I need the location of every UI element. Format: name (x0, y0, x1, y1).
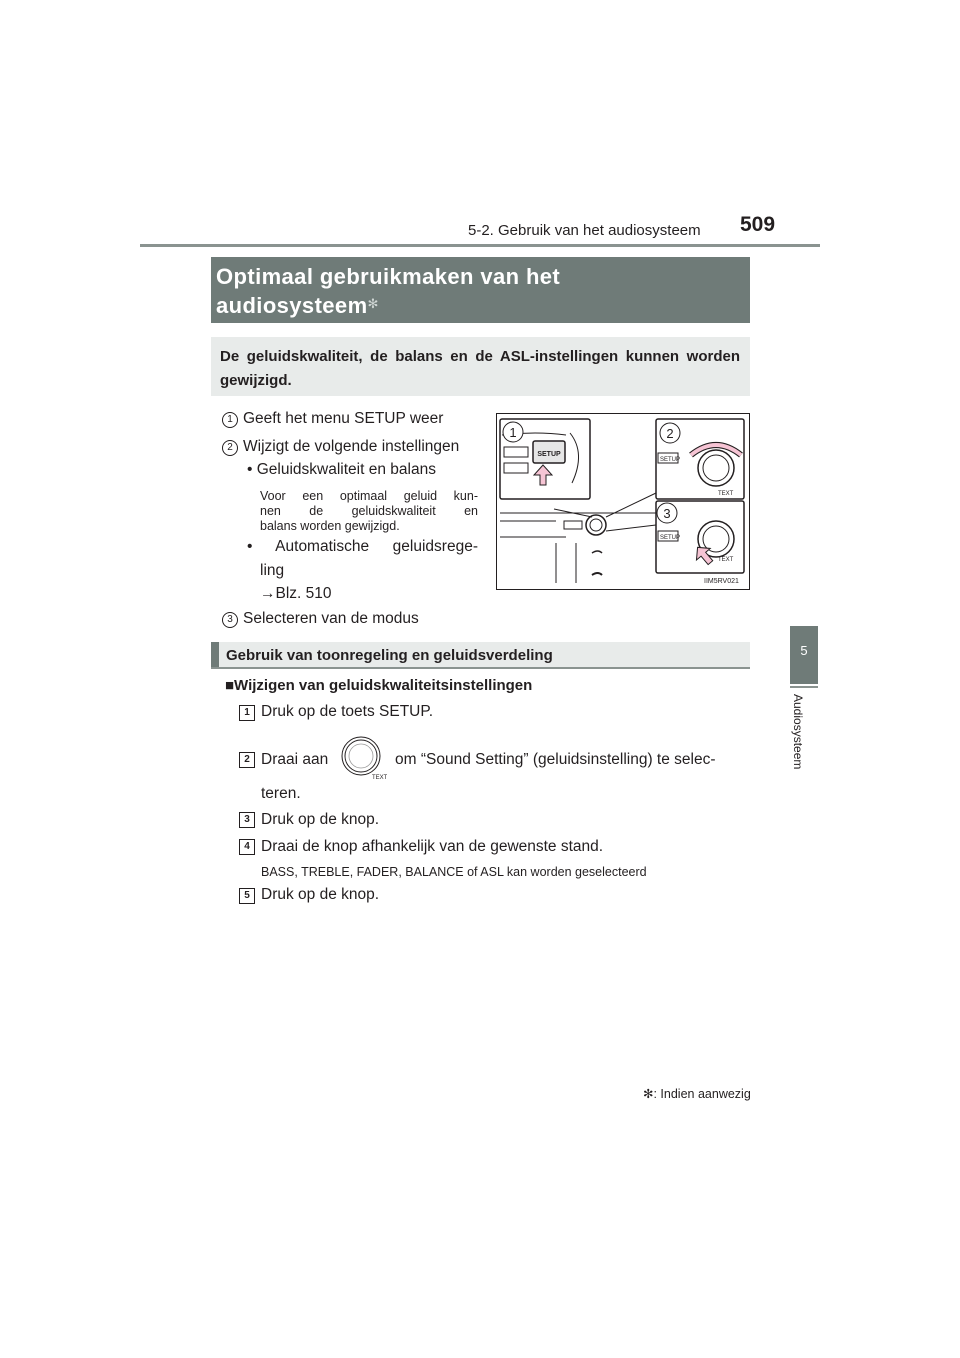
step-text-2-after: om “Sound Setting” (geluidsinstelling) te selec- (395, 751, 716, 768)
item-number-1: 1 (222, 412, 238, 428)
figure-setup-label: SETUP (537, 451, 561, 458)
step-number-5: 5 (239, 888, 255, 904)
page-title (216, 262, 746, 320)
step-text-3: Druk op de knop. (261, 811, 380, 828)
step-text-5: Druk op de knop. (261, 886, 380, 903)
item-number-2: 2 (222, 440, 238, 456)
figure-text-label-1: TEXT (718, 491, 734, 497)
step-text-2-before: Draai aan (261, 751, 329, 768)
sub-bullet-sound-quality: • Geluidskwaliteit en balans (247, 461, 436, 478)
item-text-2: Wijzigt de volgende instellingen (243, 438, 460, 455)
step-number-4: 4 (239, 839, 255, 855)
footnote-text: : Indien aanwezig (653, 1087, 751, 1101)
setup-illustration (496, 413, 750, 590)
step-text-4: Draai de knop afhankelijk van de gewenste stand. (261, 838, 604, 855)
step-number-3: 3 (239, 812, 255, 828)
optional-marker: ✻ (367, 296, 379, 311)
figure-code: IIM5RV021 (704, 578, 739, 585)
svg-text:SETUP: SETUP (660, 535, 681, 541)
chapter-tab-divider (790, 686, 818, 688)
item-text-3: Selecteren van de modus (243, 610, 419, 627)
section-divider (211, 667, 750, 669)
title-line-1: Optimaal gebruikmaken van het (216, 264, 561, 289)
item-text-1: Geeft het menu SETUP weer (243, 410, 444, 427)
section-breadcrumb: 5-2. Gebruik van het audiosysteem (468, 222, 701, 239)
tune-knob-icon (339, 735, 387, 781)
figure-callout-3: 3 (663, 506, 671, 521)
section-band-accent (211, 642, 219, 668)
chapter-label: Audiosysteem (791, 694, 805, 770)
step-note-4: BASS, TREBLE, FADER, BALANCE of ASL kan worden geselecteerd (261, 865, 647, 879)
figure-text-label-2: TEXT (718, 557, 734, 563)
footnote-marker: ✻ (643, 1087, 654, 1101)
item-number-3: 3 (222, 612, 238, 628)
sub-note-line-1: Voor een optimaal geluid kun- (260, 489, 478, 503)
sub-note-line-3: balans worden gewijzigd. (260, 519, 400, 533)
subheading: ■Wijzigen van geluidskwaliteitsinstellingen (225, 677, 533, 694)
page-reference-link[interactable]: →Blz. 510 (260, 585, 332, 602)
step-number-1: 1 (239, 705, 255, 721)
footnote (643, 1086, 751, 1101)
setup-illustration-svg (496, 413, 750, 590)
knob-text-label: TEXT (372, 775, 387, 781)
figure-callout-2: 2 (666, 426, 674, 441)
section-title: Gebruik van toonregeling en geluidsverdeling (226, 647, 553, 664)
step-text-1: Druk op de toets SETUP. (261, 703, 434, 720)
sub-note-line-2: nen de geluidskwaliteit en (260, 504, 478, 518)
step-text-2-cont: teren. (261, 785, 301, 802)
header-divider (140, 244, 820, 247)
sub-bullet-asl-cont: ling (260, 562, 285, 579)
chapter-number: 5 (800, 643, 808, 658)
title-line-2: audiosysteem (216, 293, 368, 318)
page-number: 509 (740, 213, 776, 236)
sub-bullet-asl: • Automatische geluidsrege- (247, 538, 478, 555)
intro-text: De geluidskwaliteit, de balans en de ASL-instellingen kunnen worden gewijzigd. (220, 348, 740, 389)
svg-text:SETUP: SETUP (660, 457, 681, 463)
step-number-2: 2 (239, 752, 255, 768)
figure-callout-1: 1 (509, 425, 517, 440)
chapter-label-box (785, 690, 825, 800)
